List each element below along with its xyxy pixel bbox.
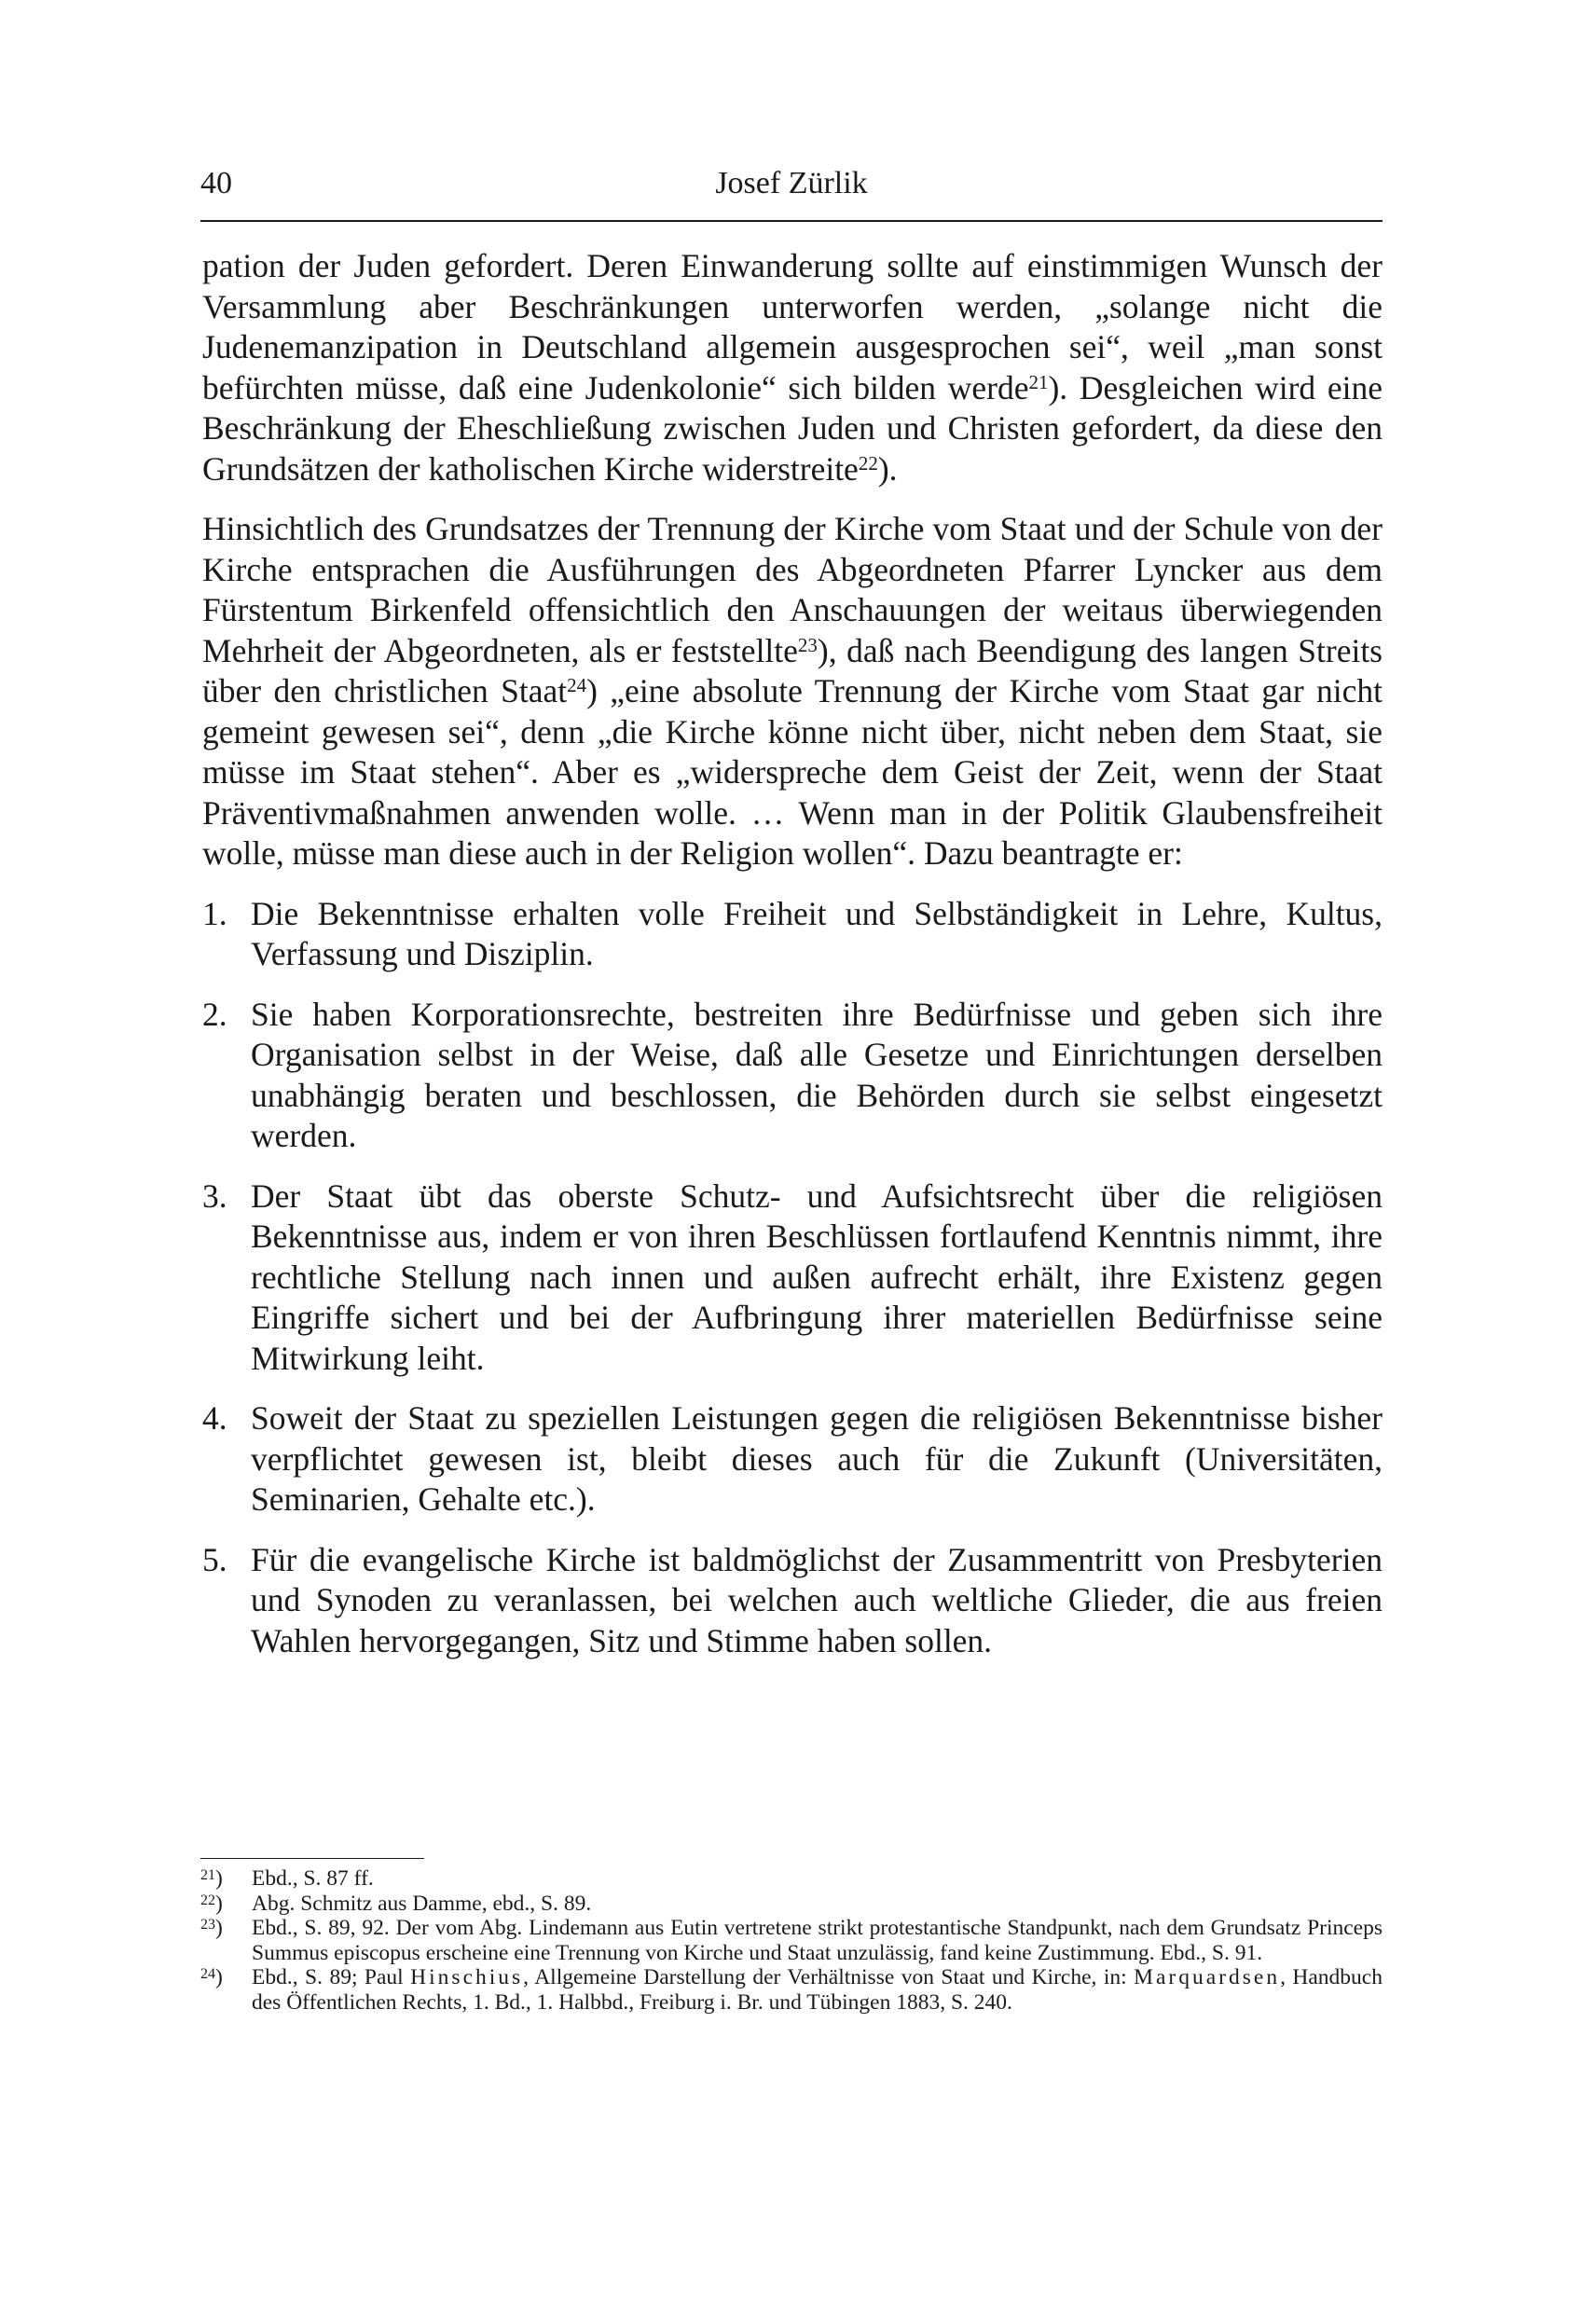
list-number: 2. bbox=[202, 995, 227, 1033]
page-header bbox=[200, 166, 1383, 222]
footnote-reference[interactable]: 23 bbox=[797, 633, 818, 656]
numbered-list bbox=[202, 894, 1383, 1662]
footnote-number-value: 22 bbox=[200, 1892, 215, 1908]
header-rule bbox=[200, 220, 1383, 222]
text-run: Ebd., S. 87 ff. bbox=[252, 1866, 374, 1891]
text-run: ). bbox=[877, 449, 898, 488]
list-item bbox=[202, 1177, 1383, 1380]
footnote bbox=[200, 1866, 1383, 1892]
list-item bbox=[202, 1540, 1383, 1662]
text-run: , Handbuch des Öffentlichen Rechts, 1. Bd., 1. Halbbd., Freiburg i. Br. und Tübingen 1883, S. 240. bbox=[252, 1965, 1383, 2015]
footnote-reference[interactable]: 21 bbox=[1028, 370, 1049, 393]
footnotes bbox=[200, 1866, 1383, 2015]
text-run: Ebd., S. 89; Paul bbox=[252, 1965, 411, 1989]
list-item bbox=[202, 894, 1383, 975]
text-run: Ebd., S. 89, 92. Der vom Abg. Lindemann aus Eutin vertretene strikt protestantische Standpunkt, nach dem Grundsatz Princeps Summus episcopus erscheine eine Trennung von Kirche und Staat unzulässig, fand keine Zustimmung. Ebd., S. 91. bbox=[252, 1916, 1383, 1965]
list-text: Für die evangelische Kirche ist baldmöglichst der Zusammentritt von Presbyterien und Synoden zu veranlassen, bei welchen auch weltliche Glieder, die aus freien Wahlen hervorgegangen, Sitz und Stimme haben sollen. bbox=[251, 1540, 1383, 1659]
footnote-number: $^{24}$) bbox=[200, 1965, 223, 1989]
footnote-text bbox=[252, 1892, 591, 1916]
main-text bbox=[202, 246, 1383, 1681]
footnote-number: $^{21}$) bbox=[200, 1866, 223, 1891]
footnote bbox=[200, 1916, 1383, 1965]
page-number: 40 bbox=[200, 166, 232, 200]
footnote-number-value: 24 bbox=[200, 1966, 215, 1982]
footnote-text bbox=[252, 1965, 1383, 2015]
list-text: Die Bekenntnisse erhalten volle Freiheit und Selbständigkeit in Lehre, Kultus, Verfassung und Disziplin. bbox=[251, 894, 1383, 972]
running-head: Josef Zürlik bbox=[715, 166, 868, 200]
list-number: 3. bbox=[202, 1177, 227, 1215]
text-run: ). Desgleichen wird eine Beschränkung der Eheschließung zwischen Juden und Christen gefordert, da diese den Grundsätzen der katholischen Kirche widerstreite bbox=[202, 368, 1383, 488]
footnote-reference[interactable]: 24 bbox=[567, 674, 587, 696]
text-run: , Allgemeine Darstellung der Verhältnisse von Staat und Kirche, in: bbox=[523, 1965, 1135, 1989]
list-text: Der Staat übt das oberste Schutz- und Aufsichtsrecht über die religiösen Bekenntnisse aus, indem er von ihren Beschlüssen fortlaufend Kenntnis nimmt, ihre rechtliche Stellung nach innen und außen aufrecht erhält, ihre Existenz gegen Eingriffe sichert und bei der Aufbringung ihrer materiellen Bedürfnisse seine Mitwirkung leiht. bbox=[251, 1177, 1383, 1377]
list-number: 5. bbox=[202, 1540, 227, 1578]
list-text: Sie haben Korporationsrechte, bestreiten ihre Bedürfnisse und geben sich ihre Organisation selbst in der Weise, daß alle Gesetze und Einrichtungen derselben unabhängig beraten und beschlossen, die Behörden durch sie selbst eingesetzt werden. bbox=[251, 995, 1383, 1154]
text-run: ), daß nach Beendigung des langen Streits über den christlichen Staat bbox=[202, 631, 1383, 709]
list-item bbox=[202, 1398, 1383, 1521]
list-number: 4. bbox=[202, 1399, 227, 1437]
footnote-text bbox=[252, 1916, 1383, 1965]
footnote-reference[interactable]: 22 bbox=[858, 451, 878, 475]
footnote-number-value: 23 bbox=[200, 1917, 215, 1933]
paragraph bbox=[202, 246, 1383, 489]
text-run: ) „eine absolute Trennung der Kirche vom Staat gar nicht gemeint gewesen sei“, denn „die Kirche könne nicht über, nicht neben dem Staat, sie müsse im Staat stehen“. Aber es „widerspreche dem Geist der Zeit, wenn der Staat Präventivmaßnahmen anwenden wolle. … Wenn man in der Politik Glaubensfreiheit wolle, müsse man diese auch in der Religion wollen“. Dazu beantragte er: bbox=[202, 672, 1383, 872]
author-name: Hinschius bbox=[410, 1965, 524, 1989]
author-name: Marquardsen bbox=[1134, 1965, 1281, 1989]
text-run: pation der Juden gefordert. Deren Einwanderung sollte auf einstimmigen Wunsch der Versammlung aber Beschränkungen unterworfen werden, „solange nicht die Judenemanzipation in Deutschland allgemein ausgesprochen sei“, weil „man sonst befürchten müsse, daß eine Judenkolonie“ sich bilden werde bbox=[202, 247, 1383, 406]
footnote-text bbox=[252, 1866, 374, 1891]
list-number: 1. bbox=[202, 894, 227, 932]
footnote bbox=[200, 1892, 1383, 1917]
text-run: Hinsichtlich des Grundsatzes der Trennung der Kirche vom Staat und der Schule von der Kirche entsprachen die Ausführungen des Abgeordneten Pfarrer Lyncker aus dem Fürstentum Birkenfeld offensichtlich den Anschauungen der weitaus überwiegenden Mehrheit der Abgeordneten, als er feststellte bbox=[202, 510, 1383, 669]
paragraph bbox=[202, 509, 1383, 874]
footnote-number-value: 21 bbox=[200, 1867, 215, 1883]
footnote bbox=[200, 1965, 1383, 2015]
footnote-number: $^{22}$) bbox=[200, 1891, 223, 1916]
footnote-rule bbox=[200, 1858, 424, 1859]
list-item bbox=[202, 995, 1383, 1157]
text-run: Abg. Schmitz aus Damme, ebd., S. 89. bbox=[252, 1891, 592, 1916]
footnote-number: $^{23}$) bbox=[200, 1916, 223, 1940]
list-text: Soweit der Staat zu speziellen Leistungen gegen die religiösen Bekenntnisse bisher verpflichtet gewesen ist, bleibt dieses auch für die Zukunft (Universitäten, Seminarien, Gehalte etc.). bbox=[251, 1399, 1383, 1518]
